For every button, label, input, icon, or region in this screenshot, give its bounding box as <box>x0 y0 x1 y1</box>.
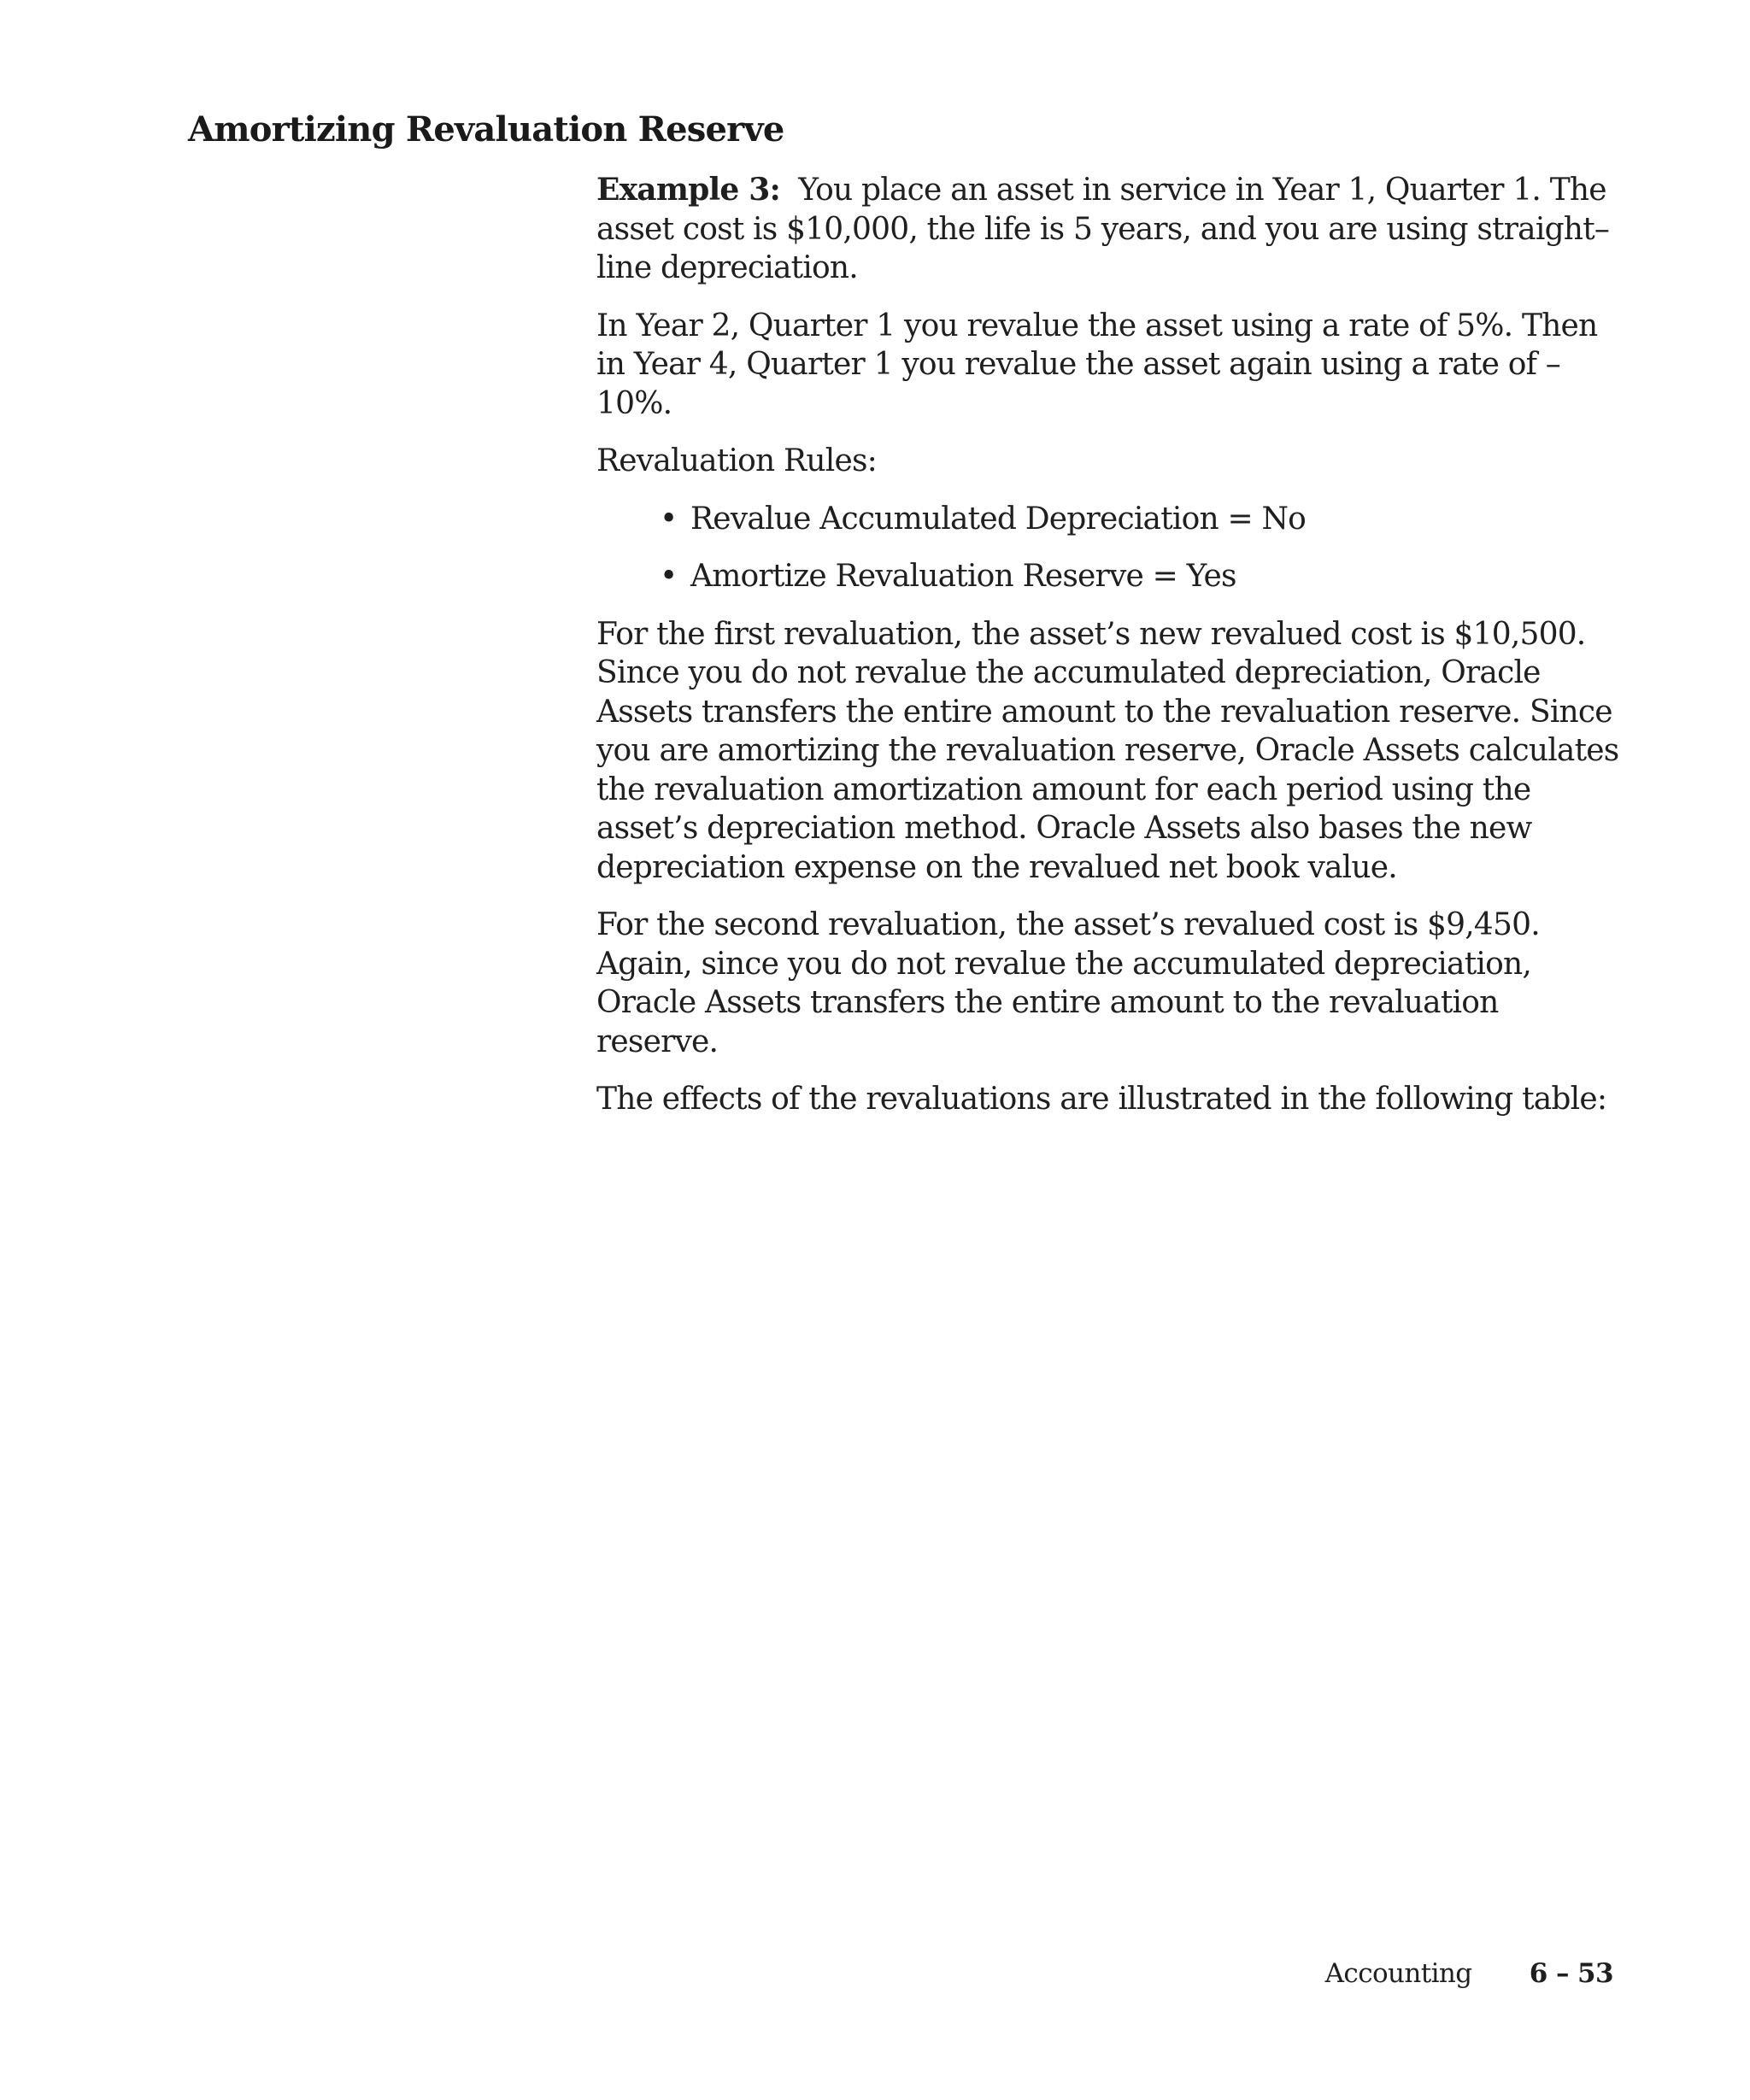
example-paragraph <box>596 171 1622 288</box>
first-revaluation-paragraph: For the first revaluation, the asset’s new revalued cost is $10,500. Since you do not revalue the accumulated depreciation, Oracle Assets transfers the entire amount to the revaluation reserve. Since you are amortizing the revaluation reserve, Oracle Assets calculates the revaluation amortization amount for each period using the asset’s depreciation method. Oracle Assets also bases the new depreciation expense on the revalued net book value. <box>596 616 1619 885</box>
footer-section-name: Accounting <box>1324 1958 1472 1989</box>
section-heading: Amortizing Revaluation Reserve <box>188 109 784 150</box>
rule-text: Revalue Accumulated Depreciation = No <box>690 501 1307 537</box>
bullet-icon: • <box>660 501 678 537</box>
second-revaluation-paragraph: For the second revaluation, the asset’s revalued cost is $9,450. Again, since you do not revalue the accumulated depreciation, Oracle Assets transfers the entire amount to the revaluation reserve. <box>596 907 1540 1059</box>
revaluation-rules-heading: Revaluation Rules: <box>596 443 877 478</box>
page-number: 6 – 53 <box>1529 1958 1613 1989</box>
example-text: You place an asset in service in Year 1, Quarter 1. The asset cost is $10,000, the life is 5 years, and you are using straight–line depreciation. <box>596 173 1610 285</box>
table-intro-paragraph: The effects of the revaluations are illustrated in the following table: <box>596 1082 1607 1117</box>
list-item <box>596 557 1622 596</box>
list-item <box>596 500 1622 539</box>
bullet-icon: • <box>660 559 678 594</box>
page-footer <box>1325 1956 1613 1991</box>
revaluation-schedule-paragraph: In Year 2, Quarter 1 you revalue the asset using a rate of 5%. Then in Year 4, Quarter 1 you revalue the asset again using a rate of –10%. <box>596 308 1598 421</box>
example-label: Example 3: <box>596 172 780 208</box>
rule-text: Amortize Revaluation Reserve = Yes <box>690 559 1236 594</box>
revaluation-rules-list <box>596 500 1622 596</box>
body-text-column <box>596 171 1622 1138</box>
